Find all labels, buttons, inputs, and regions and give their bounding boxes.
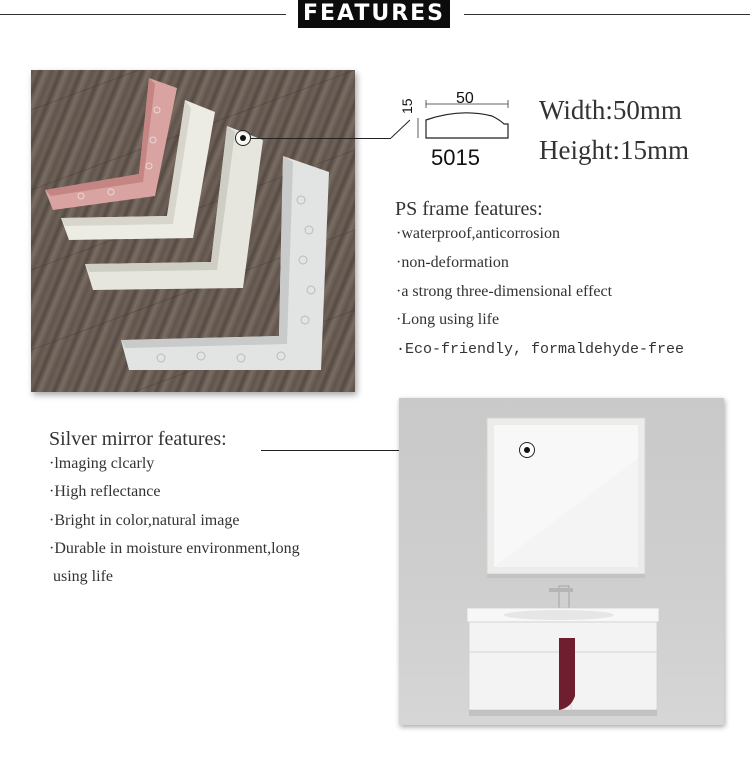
ps-frame-title: PS frame features: <box>395 198 543 220</box>
ps-frame-item: ·waterproof,anticorrosion <box>396 225 560 242</box>
ps-frame-item: ·a strong three-dimensional effect <box>396 283 613 300</box>
frame-samples-photo <box>31 70 355 392</box>
profile-width-label: 50 <box>456 90 474 107</box>
silver-mirror-item: ·High reflectance <box>49 483 161 500</box>
profile-code: 5015 <box>431 145 480 170</box>
silver-mirror-item: using life <box>49 568 113 585</box>
header-rule-right <box>464 14 750 15</box>
ps-frame-item: ·non-deformation <box>396 254 509 271</box>
silver-mirror-item: ·Durable in moisture environment,long <box>49 540 300 557</box>
mirror-callout-marker <box>519 442 535 458</box>
header-rule-left <box>0 14 286 15</box>
silver-mirror-title: Silver mirror features: <box>49 428 227 450</box>
ps-frame-item: ·Long using life <box>396 311 500 328</box>
profile-height-label: 15 <box>399 98 415 114</box>
silver-mirror-item: ·Bright in color,natural image <box>49 512 240 529</box>
page-title: FEATURES <box>298 0 450 28</box>
spec-height: Height:15mm <box>539 135 689 165</box>
callout-marker <box>235 130 251 146</box>
silver-mirror-item: ·lmaging clcarly <box>49 455 155 472</box>
callout-line <box>251 138 391 139</box>
bathroom-photo <box>399 398 724 725</box>
ps-frame-item: ·Eco-friendly, formaldehyde-free <box>396 341 685 358</box>
spec-width: Width:50mm <box>539 95 682 125</box>
